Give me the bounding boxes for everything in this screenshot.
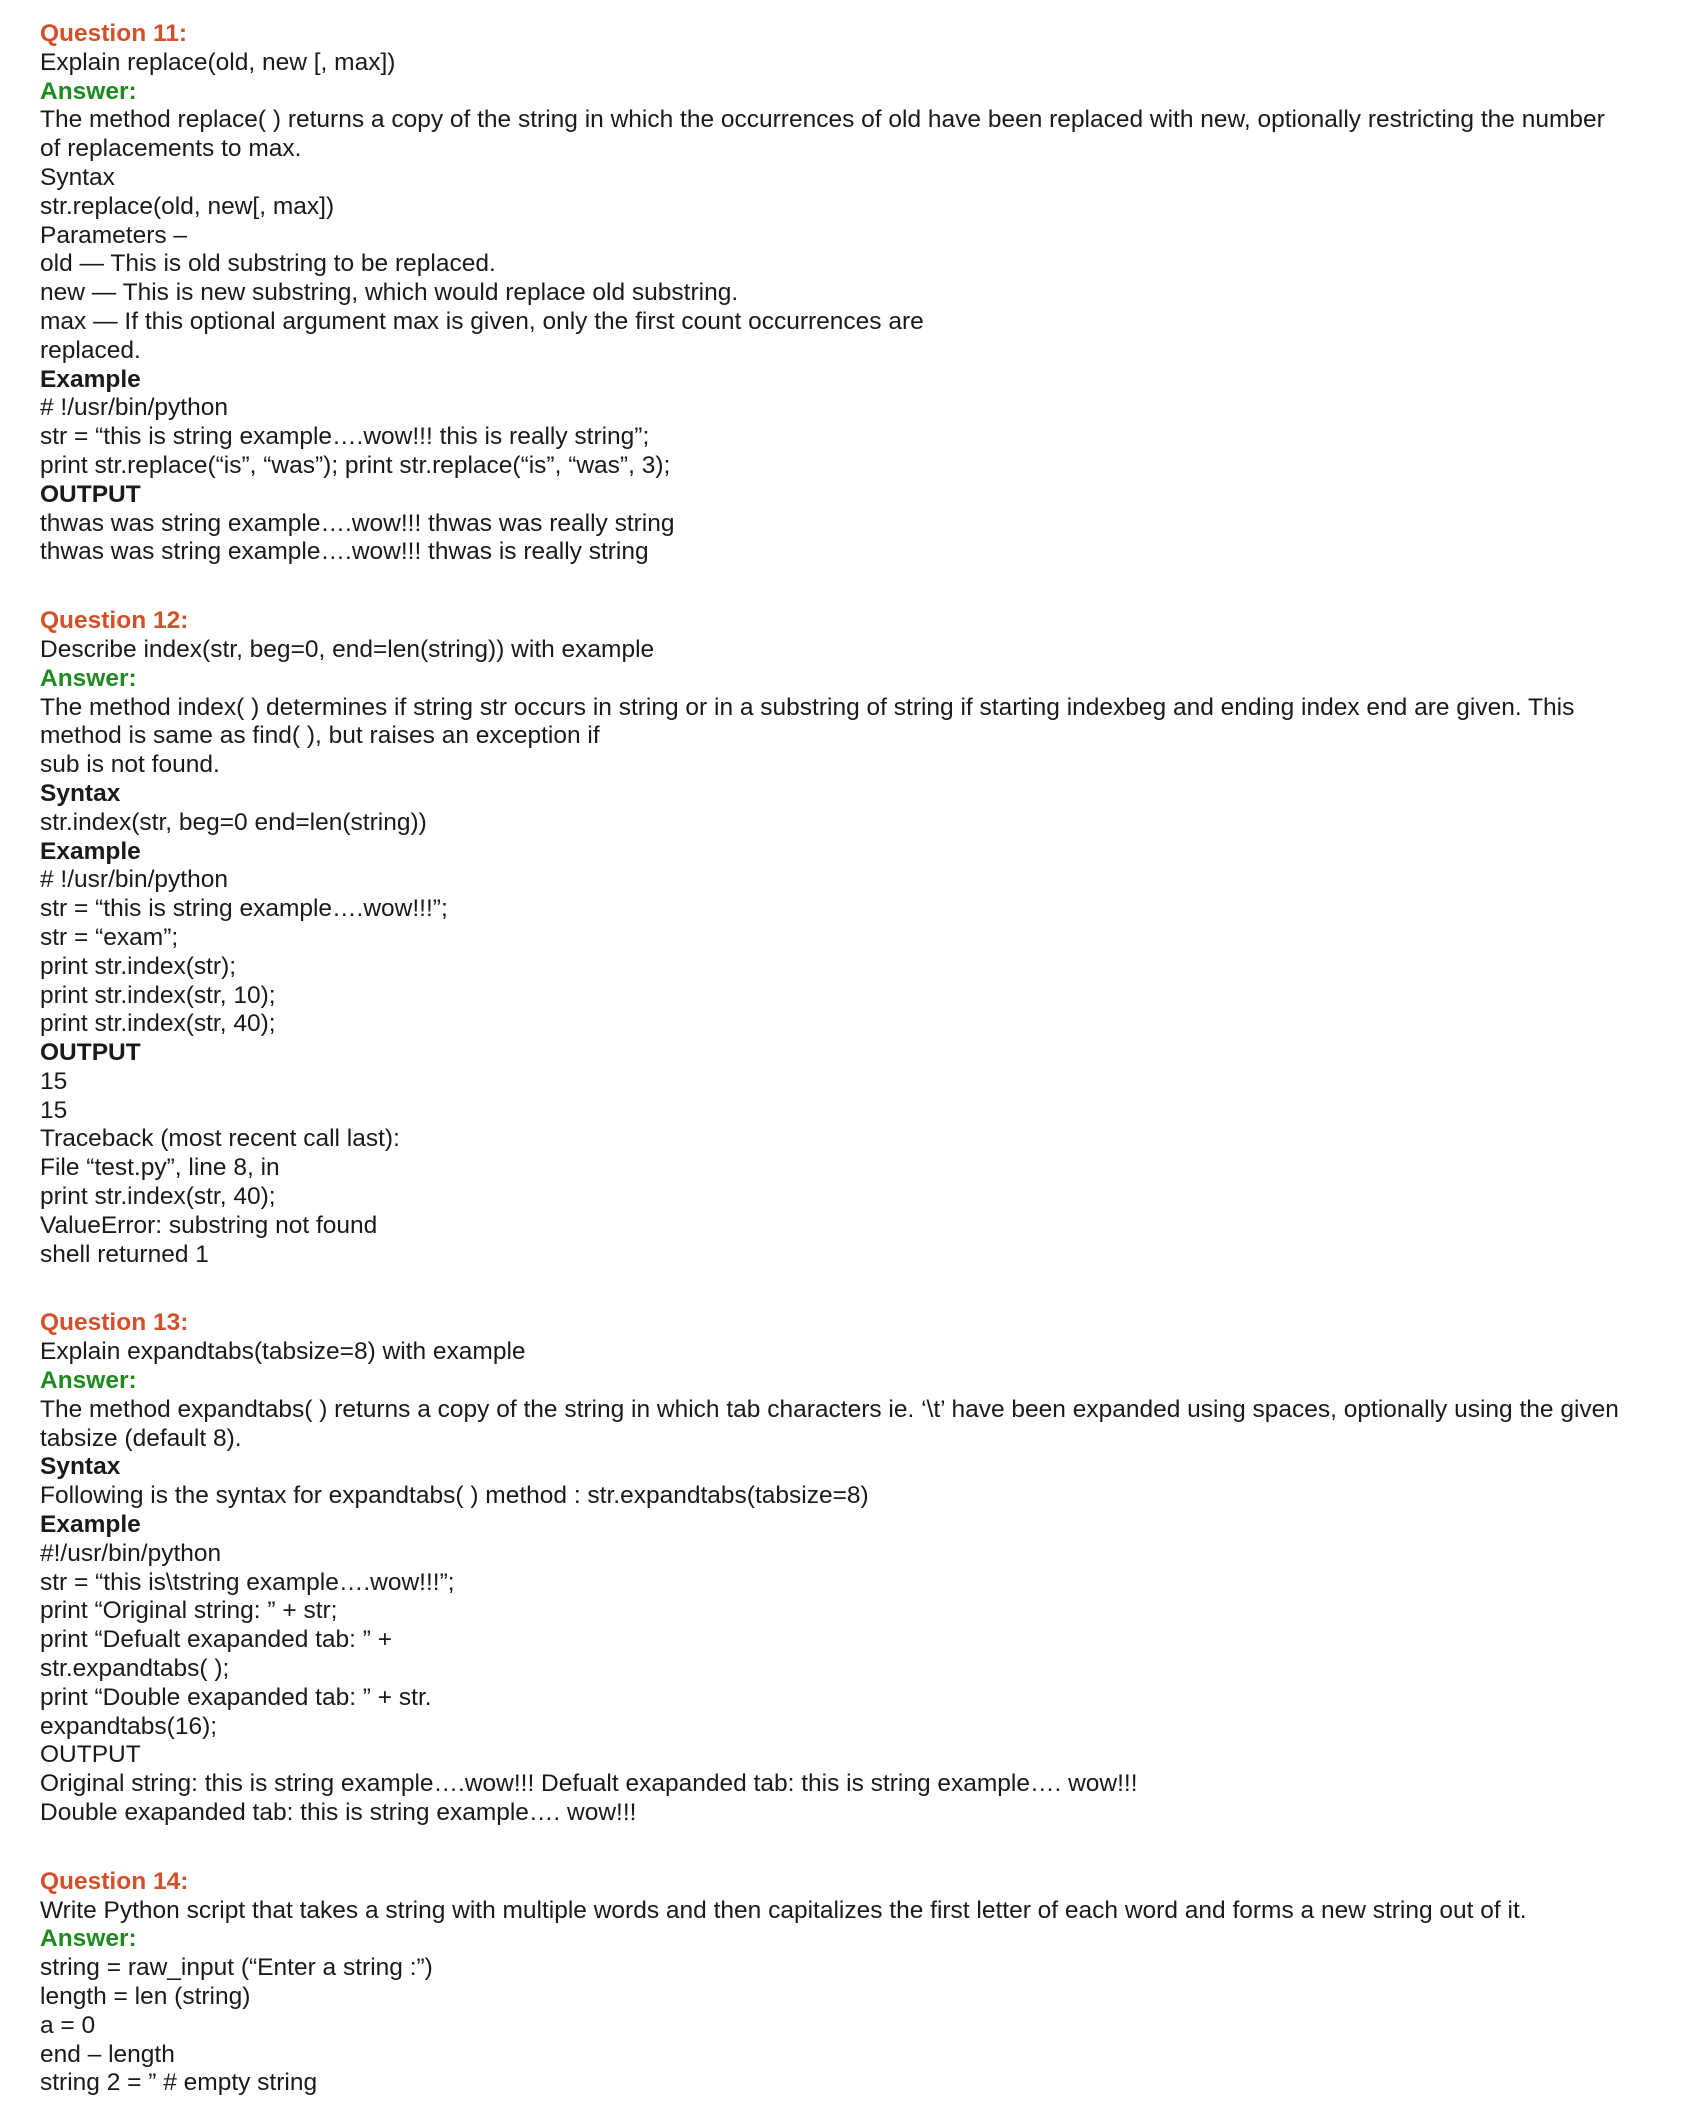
answer-line: a = 0	[40, 2011, 96, 2039]
answer-line: string 2 = ” # empty string	[40, 2069, 318, 2097]
question-title: Question 11:	[40, 20, 188, 47]
question-13-section	[40, 1309, 1670, 1827]
document-page	[40, 20, 1670, 2098]
answer-line: print “Original string: ” + str;	[40, 1597, 338, 1625]
answer-line: File “test.py”, line 8, in	[40, 1154, 280, 1182]
answer-line: sub is not found.	[40, 751, 220, 779]
answer-line: str = “exam”;	[40, 923, 179, 951]
answer-line: expandtabs(16);	[40, 1712, 218, 1740]
answer-line: print “Double exapanded tab: ” + str.	[40, 1683, 432, 1711]
answer-label: Answer:	[40, 1925, 137, 1953]
section-gap	[40, 567, 1670, 607]
answer-line: The method index( ) determines if string str occurs in string or in a substring of string if starting indexbeg and ending index end are given. This	[40, 693, 1575, 721]
section-gap	[40, 1269, 1670, 1309]
answer-line: str.expandtabs( );	[40, 1655, 230, 1683]
answer-body	[40, 1396, 1670, 1828]
question-prompt: Describe index(str, beg=0, end=len(string)) with example	[40, 635, 655, 663]
answer-line: str = “this is string example….wow!!!”;	[40, 895, 448, 923]
answer-line: of replacements to max.	[40, 135, 302, 163]
answer-line: The method expandtabs( ) returns a copy of the string in which tab characters ie. ‘\t’ have been expanded using spaces, optionally using the given	[40, 1395, 1619, 1423]
answer-line: old — This is old substring to be replaced.	[40, 250, 496, 278]
question-12-section	[40, 607, 1670, 1269]
answer-line: print str.index(str, 40);	[40, 1183, 276, 1211]
question-14-section	[40, 1868, 1670, 2098]
answer-heading: Syntax	[40, 779, 121, 807]
answer-line: length = len (string)	[40, 1983, 251, 2010]
answer-line: str.index(str, beg=0 end=len(string))	[40, 808, 427, 836]
answer-line: Double exapanded tab: this is string example…. wow!!!	[40, 1799, 637, 1827]
answer-label: Answer:	[40, 1367, 137, 1395]
answer-line: str.replace(old, new[, max])	[40, 192, 335, 220]
answer-heading: Example	[40, 1511, 141, 1539]
answer-body	[40, 106, 1670, 567]
answer-heading: Example	[40, 837, 141, 865]
answer-line: Following is the syntax for expandtabs( ) method : str.expandtabs(tabsize=8)	[40, 1482, 869, 1510]
answer-line: shell returned 1	[40, 1240, 209, 1268]
answer-line: tabsize (default 8).	[40, 1424, 242, 1452]
question-prompt: Write Python script that takes a string with multiple words and then capitalizes the first letter of each word and forms a new string out of it.	[40, 1896, 1527, 1924]
answer-heading: Example	[40, 365, 141, 393]
answer-line: str = “this is string example….wow!!! this is really string”;	[40, 423, 650, 451]
answer-line: thwas was string example….wow!!! thwas was really string	[40, 509, 675, 537]
question-title: Question 13:	[40, 1309, 189, 1337]
answer-body	[40, 694, 1670, 1270]
answer-line: # !/usr/bin/python	[40, 866, 228, 894]
answer-line: max — If this optional argument max is given, only the first count occurrences are	[40, 307, 924, 335]
answer-line: Parameters –	[40, 221, 188, 249]
answer-heading: OUTPUT	[40, 1039, 141, 1067]
question-prompt: Explain expandtabs(tabsize=8) with example	[40, 1338, 526, 1366]
answer-body	[40, 1954, 1670, 2098]
answer-heading: Syntax	[40, 1453, 121, 1481]
question-title: Question 12:	[40, 607, 189, 635]
answer-line: method is same as find( ), but raises an exception if	[40, 722, 600, 750]
answer-line: print str.index(str, 10);	[40, 981, 276, 1009]
answer-line: Traceback (most recent call last):	[40, 1125, 400, 1153]
answer-label: Answer:	[40, 664, 137, 692]
answer-line: replaced.	[40, 336, 141, 364]
question-11-section	[40, 20, 1670, 567]
answer-line: str = “this is\tstring example….wow!!!”;	[40, 1568, 455, 1596]
answer-line: new — This is new substring, which would replace old substring.	[40, 279, 739, 307]
answer-label: Answer:	[40, 77, 137, 105]
answer-line: string = raw_input (“Enter a string :”)	[40, 1954, 433, 1982]
section-gap	[40, 1828, 1670, 1868]
answer-line: The method replace( ) returns a copy of the string in which the occurrences of old have been replaced with new, optionally restricting the number	[40, 106, 1605, 134]
answer-line: print str.index(str, 40);	[40, 1010, 276, 1038]
answer-line: Syntax	[40, 163, 115, 191]
answer-line: thwas was string example….wow!!! thwas is really string	[40, 538, 649, 566]
answer-line: # !/usr/bin/python	[40, 394, 228, 422]
answer-line: OUTPUT	[40, 1741, 141, 1769]
answer-line: end – length	[40, 2040, 175, 2068]
answer-line: 15	[40, 1067, 68, 1095]
answer-line: print str.index(str);	[40, 952, 237, 980]
question-title: Question 14:	[40, 1867, 189, 1895]
answer-line: ValueError: substring not found	[40, 1211, 378, 1239]
answer-heading: OUTPUT	[40, 480, 141, 508]
answer-line: print str.replace(“is”, “was”); print str.replace(“is”, “was”, 3);	[40, 451, 671, 479]
answer-line: #!/usr/bin/python	[40, 1539, 222, 1567]
answer-line: print “Defualt exapanded tab: ” +	[40, 1626, 393, 1654]
answer-line: Original string: this is string example….wow!!! Defualt exapanded tab: this is string example…. wow!!!	[40, 1770, 1138, 1798]
answer-line: 15	[40, 1096, 68, 1124]
question-prompt: Explain replace(old, new [, max])	[40, 48, 396, 76]
